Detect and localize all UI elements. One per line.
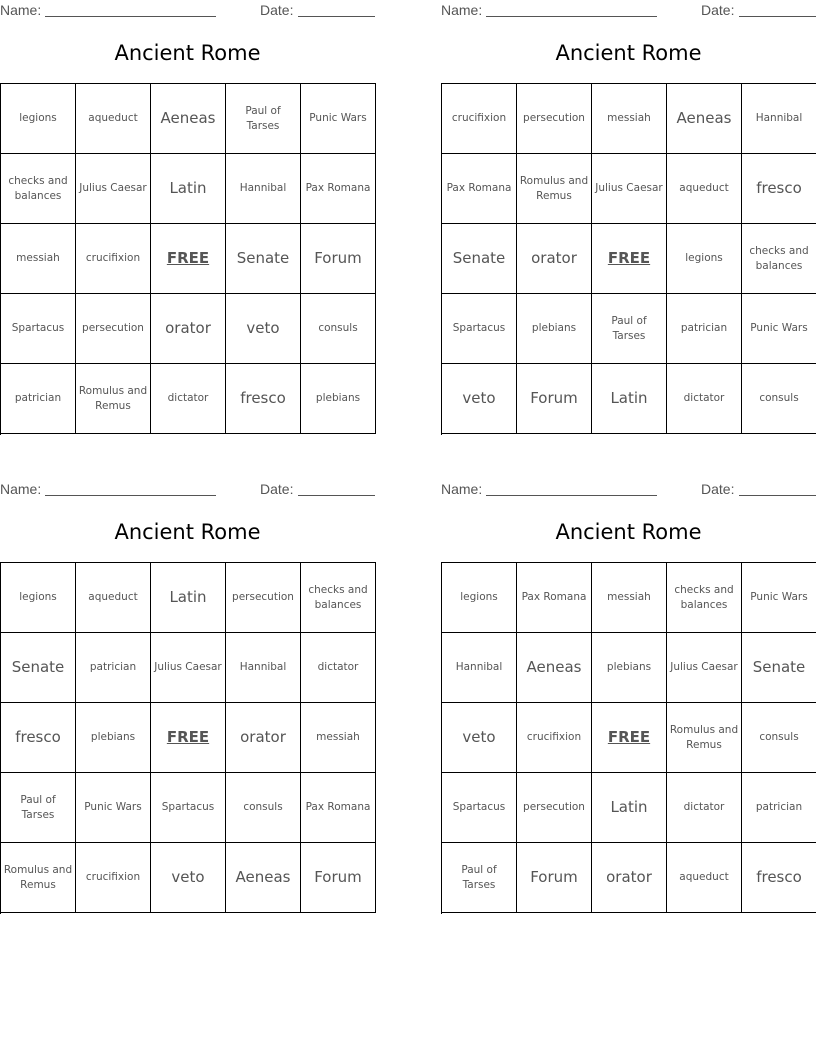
bingo-cell: persecution [76, 294, 151, 364]
card-title: Ancient Rome [114, 520, 261, 544]
bingo-cell: patrician [76, 633, 151, 703]
bingo-cell: crucifixion [517, 703, 592, 773]
bingo-cell: crucifixion [76, 843, 151, 913]
bingo-cell: fresco [742, 154, 816, 224]
bingo-cell: Julius Caesar [151, 633, 226, 703]
bingo-cell: orator [226, 703, 301, 773]
bingo-grid [0, 83, 376, 435]
bingo-cell: Latin [151, 563, 226, 633]
bingo-cell: Hannibal [442, 633, 517, 703]
bingo-cell: legions [442, 563, 517, 633]
bingo-cell: Hannibal [226, 633, 301, 703]
bingo-cell: Pax Romana [301, 773, 376, 843]
bingo-cell: Pax Romana [442, 154, 517, 224]
bingo-cell: Latin [592, 773, 667, 843]
bingo-cell: Punic Wars [76, 773, 151, 843]
bingo-cell: Hannibal [226, 154, 301, 224]
bingo-cell: Aeneas [667, 84, 742, 154]
card-title: Ancient Rome [555, 41, 702, 65]
bingo-cell: Aeneas [517, 633, 592, 703]
bingo-cell: persecution [517, 773, 592, 843]
date-blank-line [739, 495, 816, 496]
bingo-cell: legions [667, 224, 742, 294]
bingo-card-4 [441, 479, 816, 914]
bingo-cell: veto [442, 703, 517, 773]
bingo-cell: checks and balances [667, 563, 742, 633]
bingo-cell: Senate [442, 224, 517, 294]
bingo-cell: Romulus and Remus [1, 843, 76, 913]
bingo-cell: orator [151, 294, 226, 364]
bingo-cell: orator [592, 843, 667, 913]
bingo-cell: Spartacus [442, 773, 517, 843]
bingo-card-3 [0, 479, 375, 914]
bingo-cell: Forum [301, 224, 376, 294]
bingo-cell: Latin [592, 364, 667, 434]
bingo-grid [441, 83, 816, 435]
bingo-cell: dictator [667, 773, 742, 843]
name-label: Name: [0, 481, 42, 497]
bingo-cell: Pax Romana [301, 154, 376, 224]
bingo-cell: plebians [301, 364, 376, 434]
bingo-cell: aqueduct [76, 563, 151, 633]
bingo-cell: aqueduct [76, 84, 151, 154]
bingo-cell: Spartacus [442, 294, 517, 364]
bingo-cell: persecution [517, 84, 592, 154]
bingo-cell: patrician [742, 773, 816, 843]
bingo-cell: messiah [592, 84, 667, 154]
bingo-cell: veto [151, 843, 226, 913]
bingo-cell: messiah [1, 224, 76, 294]
bingo-cell: Pax Romana [517, 563, 592, 633]
bingo-cell: fresco [742, 843, 816, 913]
bingo-cell: crucifixion [442, 84, 517, 154]
name-label: Name: [441, 2, 483, 18]
bingo-cell: plebians [517, 294, 592, 364]
bingo-cell: patrician [667, 294, 742, 364]
bingo-grid [0, 562, 376, 914]
bingo-cell: Spartacus [151, 773, 226, 843]
free-space-cell: FREE [151, 703, 226, 773]
bingo-cell: veto [226, 294, 301, 364]
bingo-card-2 [441, 0, 816, 435]
bingo-cell: Julius Caesar [592, 154, 667, 224]
bingo-cell: dictator [667, 364, 742, 434]
card-header [441, 0, 816, 22]
date-label: Date: [260, 2, 294, 18]
bingo-cell: plebians [76, 703, 151, 773]
card-header [0, 0, 375, 22]
bingo-cell: Forum [301, 843, 376, 913]
bingo-card-1 [0, 0, 375, 435]
date-blank-line [739, 16, 816, 17]
bingo-cell: Latin [151, 154, 226, 224]
bingo-cell: fresco [1, 703, 76, 773]
bingo-cell: Julius Caesar [667, 633, 742, 703]
card-header [441, 479, 816, 501]
bingo-grid [441, 562, 816, 914]
bingo-cell: checks and balances [301, 563, 376, 633]
bingo-cell: orator [517, 224, 592, 294]
bingo-cell: fresco [226, 364, 301, 434]
bingo-cell: dictator [151, 364, 226, 434]
bingo-cell: Romulus and Remus [76, 364, 151, 434]
bingo-cell: Senate [742, 633, 816, 703]
bingo-cell: Hannibal [742, 84, 816, 154]
bingo-cell: checks and balances [742, 224, 816, 294]
bingo-cell: Punic Wars [742, 294, 816, 364]
bingo-cell: Paul of Tarses [226, 84, 301, 154]
date-label: Date: [701, 481, 735, 497]
bingo-cell: aqueduct [667, 154, 742, 224]
bingo-cell: Forum [517, 843, 592, 913]
bingo-cell: Romulus and Remus [517, 154, 592, 224]
date-blank-line [298, 495, 375, 496]
bingo-cell: Paul of Tarses [1, 773, 76, 843]
bingo-cell: consuls [226, 773, 301, 843]
free-space-cell: FREE [592, 703, 667, 773]
card-title: Ancient Rome [555, 520, 702, 544]
bingo-cell: Forum [517, 364, 592, 434]
bingo-cell: Aeneas [226, 843, 301, 913]
date-label: Date: [701, 2, 735, 18]
date-label: Date: [260, 481, 294, 497]
name-label: Name: [0, 2, 42, 18]
bingo-cell: consuls [742, 364, 816, 434]
bingo-cell: patrician [1, 364, 76, 434]
bingo-cell: persecution [226, 563, 301, 633]
bingo-cell: dictator [301, 633, 376, 703]
bingo-cell: messiah [592, 563, 667, 633]
bingo-cell: legions [1, 84, 76, 154]
free-space-cell: FREE [592, 224, 667, 294]
bingo-cell: crucifixion [76, 224, 151, 294]
bingo-cell: Aeneas [151, 84, 226, 154]
bingo-cell: Punic Wars [742, 563, 816, 633]
bingo-cell: Julius Caesar [76, 154, 151, 224]
bingo-cell: Senate [1, 633, 76, 703]
bingo-cell: Punic Wars [301, 84, 376, 154]
bingo-cell: aqueduct [667, 843, 742, 913]
free-space-cell: FREE [151, 224, 226, 294]
name-blank-line [486, 495, 657, 496]
bingo-cell: consuls [742, 703, 816, 773]
bingo-cell: Romulus and Remus [667, 703, 742, 773]
bingo-cell: checks and balances [1, 154, 76, 224]
bingo-cell: Paul of Tarses [592, 294, 667, 364]
bingo-cell: Senate [226, 224, 301, 294]
bingo-cell: plebians [592, 633, 667, 703]
bingo-cell: messiah [301, 703, 376, 773]
bingo-cell: legions [1, 563, 76, 633]
name-label: Name: [441, 481, 483, 497]
card-header [0, 479, 375, 501]
name-blank-line [486, 16, 657, 17]
bingo-cell: Paul of Tarses [442, 843, 517, 913]
name-blank-line [45, 495, 216, 496]
name-blank-line [45, 16, 216, 17]
date-blank-line [298, 16, 375, 17]
bingo-cell: consuls [301, 294, 376, 364]
bingo-cell: veto [442, 364, 517, 434]
bingo-cell: Spartacus [1, 294, 76, 364]
card-title: Ancient Rome [114, 41, 261, 65]
